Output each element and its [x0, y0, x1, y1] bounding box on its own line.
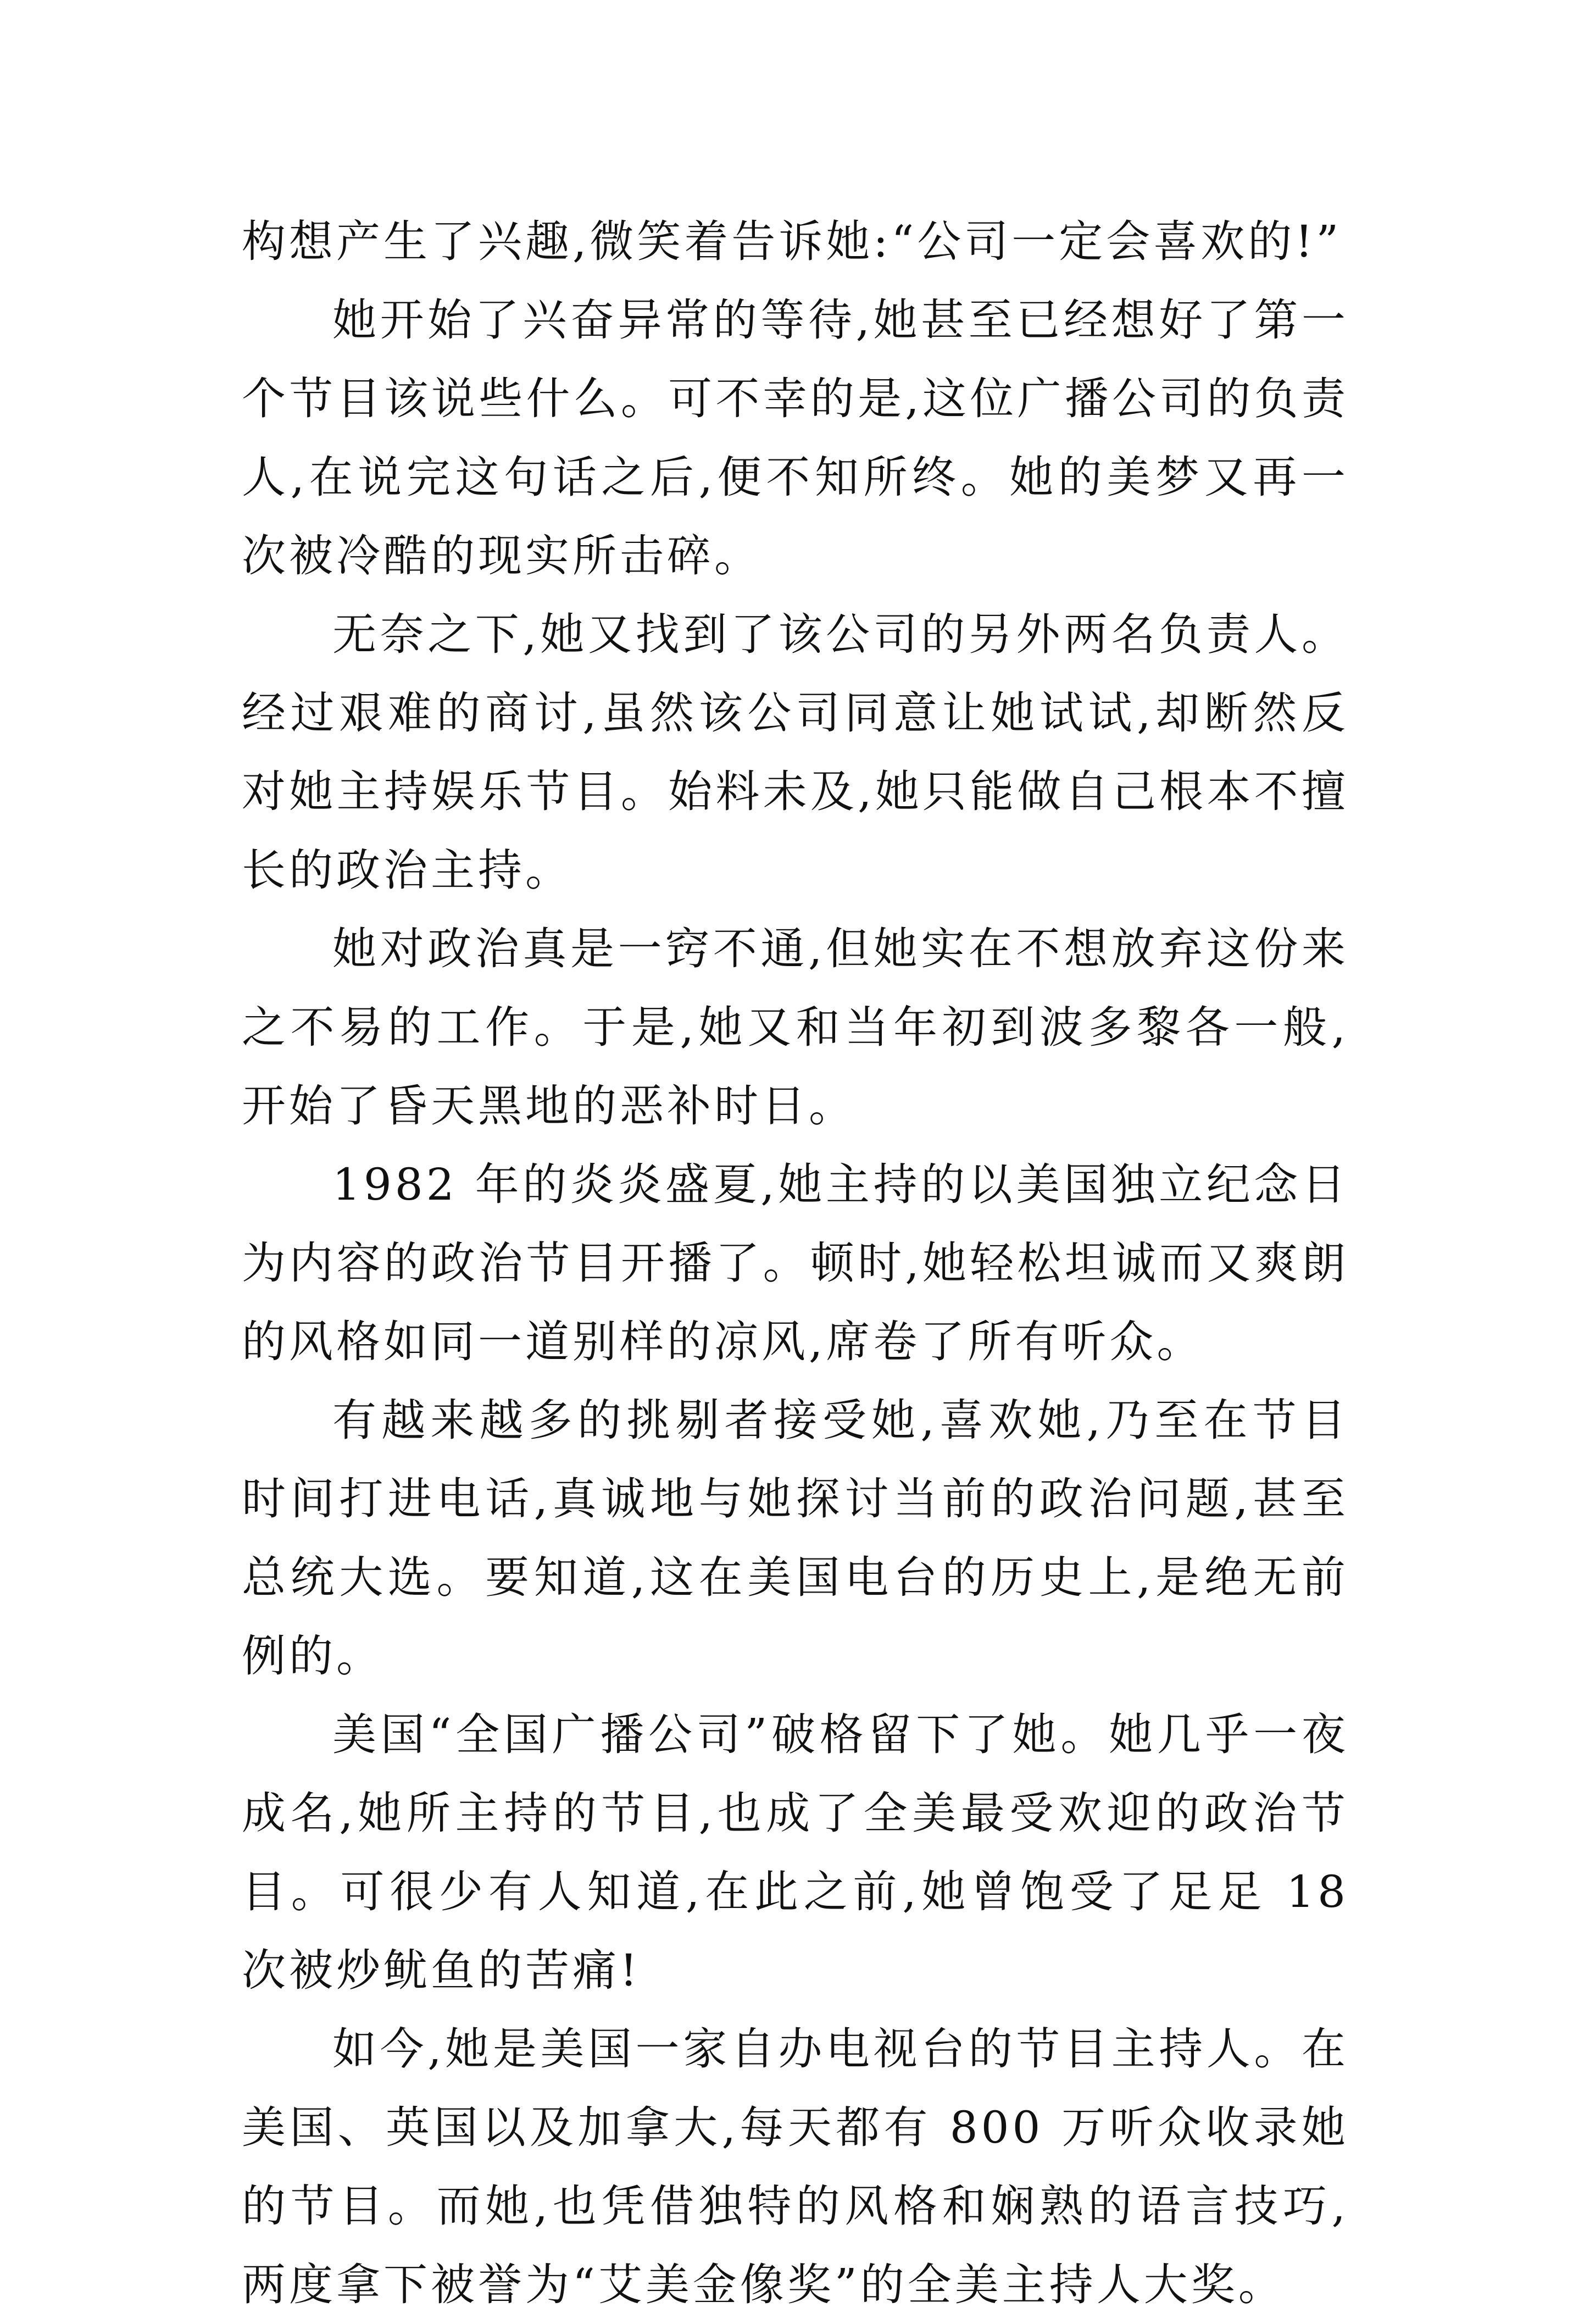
paragraph-5: 1982 年的炎炎盛夏,她主持的以美国独立纪念日为内容的政治节目开播了。顿时,她轻松坦诚而又爽朗的风格如同一道别样的凉风,席卷了所有听众。	[242, 1159, 1349, 1367]
document-body	[242, 202, 1349, 2324]
paragraph-8: 如今,她是美国一家自办电视台的节目主持人。在美国、英国以及加拿大,每天都有 800 万听众收录她的节目。而她,也凭借独特的风格和娴熟的语言技巧,两度拿下被誉为“艾美金像奖”的全美主持人大奖。	[242, 2023, 1349, 2310]
paragraph-7: 美国“全国广播公司”破格留下了她。她几乎一夜成名,她所主持的节目,也成了全美最受欢迎的政治节目。可很少有人知道,在此之前,她曾饱受了足足 18 次被炒鱿鱼的苦痛!	[242, 1709, 1349, 1996]
paragraph-4: 她对政治真是一窍不通,但她实在不想放弃这份来之不易的工作。于是,她又和当年初到波多黎各一般,开始了昏天黑地的恶补时日。	[242, 923, 1349, 1132]
paragraph-6: 有越来越多的挑剔者接受她,喜欢她,乃至在节目时间打进电话,真诚地与她探讨当前的政治问题,甚至总统大选。要知道,这在美国电台的历史上,是绝无前例的。	[242, 1395, 1349, 1682]
paragraph-3: 无奈之下,她又找到了该公司的另外两名负责人。经过艰难的商讨,虽然该公司同意让她试试,却断然反对她主持娱乐节目。始料未及,她只能做自己根本不擅长的政治主持。	[242, 609, 1349, 896]
paragraph-2: 她开始了兴奋异常的等待,她甚至已经想好了第一个节目该说些什么。可不幸的是,这位广播公司的负责人,在说完这句话之后,便不知所终。她的美梦又再一次被冷酷的现实所击碎。	[242, 295, 1349, 581]
paragraph-1: 构想产生了兴趣,微笑着告诉她:“公司一定会喜欢的!”	[242, 216, 1342, 267]
